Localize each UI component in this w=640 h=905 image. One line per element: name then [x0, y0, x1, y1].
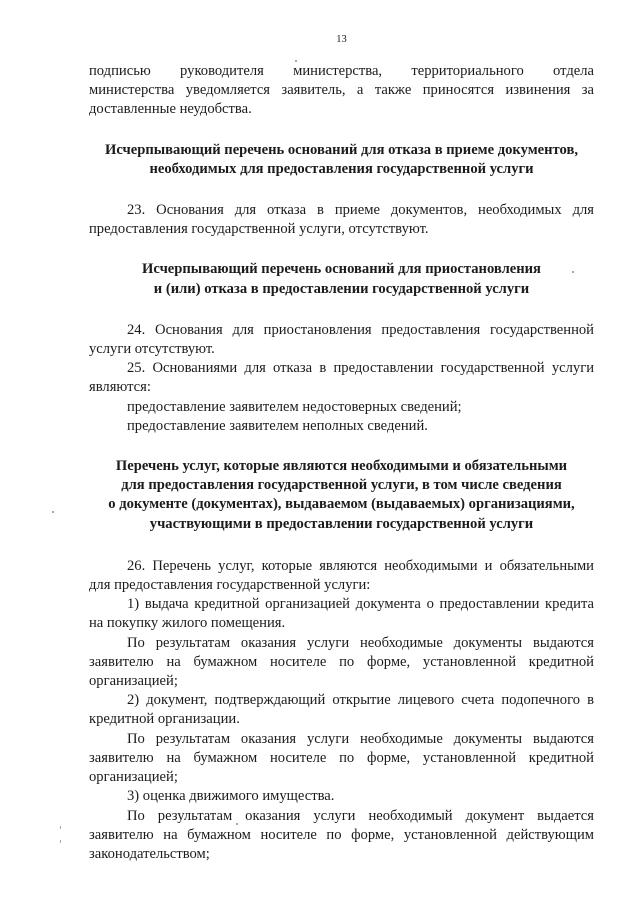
heading-line: необходимых для предоставления государственной услуги — [149, 160, 534, 177]
scan-speck — [60, 826, 61, 829]
service-3: 3) оценка движимого имущества. — [127, 788, 335, 805]
service-2-result: По результатам оказания услуги необходимые документы выдаются заявителю на бумажном носителе по форме, установленной кредитной организацией; — [89, 730, 594, 786]
heading-suspension-refusal — [89, 260, 594, 298]
heading-line: Исчерпывающий перечень оснований для приостановления — [142, 261, 541, 278]
page-number: 13 — [336, 34, 347, 45]
heading-line: Перечень услуг, которые являются необходимыми и обязательными — [115, 458, 568, 475]
service-1: 1) выдача кредитной организацией документа о предоставлении кредита на покупку жилого помещения. — [89, 596, 594, 632]
paragraph-23: 23. Основания для отказа в приеме документов, необходимых для предоставления государственной услуги, отсутствуют. — [89, 202, 594, 238]
service-3-result: По результатам оказания услуги необходимый документ выдается заявителю на бумажном носителе по форме, установленной действующим законодательством; — [89, 807, 594, 862]
service-2: 2) документ, подтверждающий открытие лицевого счета подопечного в кредитной организации. — [89, 692, 594, 728]
heading-line: о документе (документах), выдаваемом (выдаваемых) организациями, — [108, 496, 575, 513]
scan-speck — [236, 823, 238, 825]
paragraph-26: 26. Перечень услуг, которые являются необходимыми и обязательными для предоставления государственной услуги: — [89, 557, 594, 594]
scan-speck — [572, 271, 574, 273]
heading-line: Исчерпывающий перечень оснований для отказа в приеме документов, — [105, 141, 578, 158]
heading-line: и (или) отказа в предоставлении государственной услуги — [153, 280, 530, 297]
list-item: предоставление заявителем неполных сведений. — [127, 417, 428, 434]
service-1-result: По результатам оказания услуги необходимые документы выдаются заявителю на бумажном носителе по форме, установленной кредитной организацией; — [89, 634, 594, 690]
scan-speck — [52, 511, 54, 513]
scan-speck — [60, 840, 61, 843]
heading-refusal-acceptance — [89, 141, 594, 179]
intro-paragraph: министерства уведомляется заявитель, а также приносятся извинения за доставленные неудобства. — [89, 82, 594, 118]
intro-line: подписью руководителя министерства, территориального отдела — [89, 63, 594, 79]
scan-speck — [295, 60, 297, 62]
heading-line: для предоставления государственной услуги, в том числе сведения — [121, 477, 562, 494]
paragraph-25: 25. Основаниями для отказа в предоставлении государственной услуги являются: — [89, 360, 594, 396]
heading-line: участвующими в предоставлении государственной услуги — [149, 515, 534, 532]
list-item: предоставление заявителем недостоверных сведений; — [127, 398, 462, 415]
paragraph-24: 24. Основания для приостановления предоставления государственной услуги отсутствуют. — [89, 321, 594, 358]
heading-required-services — [89, 457, 594, 534]
